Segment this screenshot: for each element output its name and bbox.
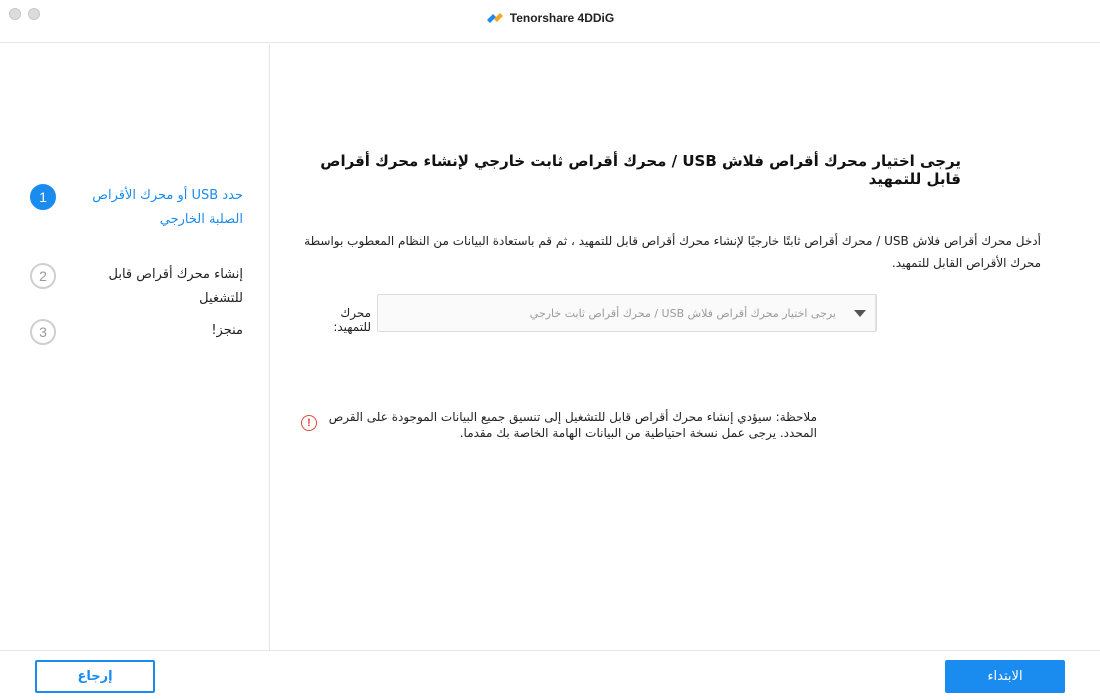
drive-select-placeholder: يرجى اختيار محرك أقراص فلاش USB / محرك أقراص ثابت خارجي — [529, 306, 836, 320]
step-number: 1 — [30, 184, 56, 210]
step-select-drive — [30, 184, 243, 232]
step-done — [30, 319, 243, 345]
step-label: حدد USB أو محرك الأقراص الصلبة الخارجي — [92, 188, 243, 227]
drive-select-label: محرك للتمهيد: — [333, 306, 371, 334]
start-button[interactable]: الابتداء — [945, 660, 1065, 693]
warning-text: ملاحظة: سيؤدي إنشاء محرك أقراص قابل للتشغيل إلى تنسيق جميع البيانات الموجودة على القرص المحدد. يرجى عمل نسخة احتياطية من البيانات الهامة الخاصة بك مقدما. — [328, 410, 817, 440]
step-create-drive — [30, 263, 243, 311]
step-number: 2 — [30, 263, 56, 289]
main-panel — [271, 44, 1100, 650]
window-title: Tenorshare 4DDiG — [509, 11, 615, 25]
page-title: يرجى اختيار محرك أقراص فلاش USB / محرك أقراص ثابت خارجي لإنشاء محرك أقراص قابل للتمهيد — [320, 152, 961, 188]
chevron-down-icon[interactable] — [844, 295, 876, 331]
drive-select-dropdown[interactable] — [377, 294, 877, 332]
instructions-text: أدخل محرك أقراص فلاش USB / محرك أقراص ثابتًا خارجيًا لإنشاء محرك أقراص قابل للتمهيد ، ثم قم باستعادة البيانات من النظام المعطوب بواسطة محرك الأقراص القابل للتمهيد. — [304, 234, 1041, 270]
step-number: 3 — [30, 319, 56, 345]
footer-bar — [0, 650, 1100, 700]
tenorshare-logo-icon — [486, 11, 504, 25]
step-label: منجز! — [211, 323, 243, 338]
back-button[interactable]: إرجاع — [35, 660, 155, 693]
app-title — [0, 11, 1100, 25]
step-label: إنشاء محرك أقراص قابل للتشغيل — [108, 267, 243, 306]
steps-sidebar — [0, 44, 270, 650]
warning-note — [301, 409, 821, 441]
title-bar — [0, 0, 1100, 43]
warning-icon: ! — [301, 415, 317, 431]
